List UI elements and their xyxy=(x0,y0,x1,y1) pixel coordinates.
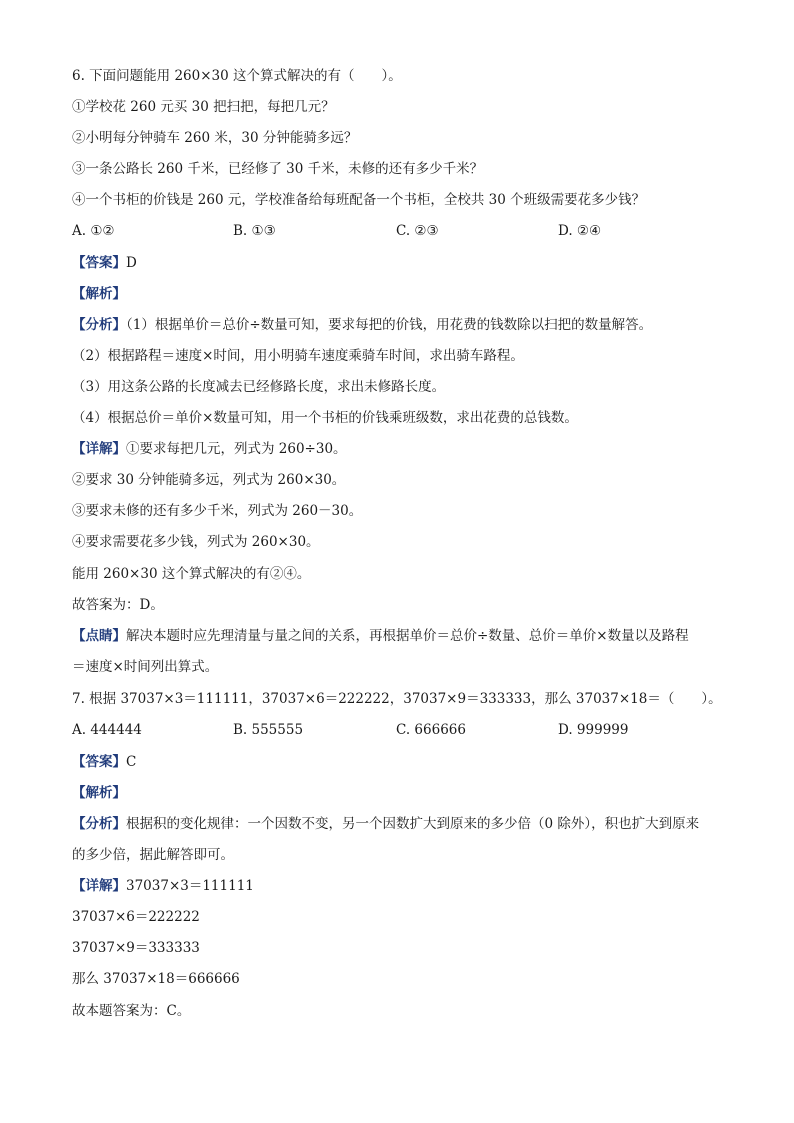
q6-fenxi-line-3: （3）用这条公路的长度减去已经修路长度，求出未修路长度。 xyxy=(72,379,446,395)
q6-option-d: D. ②④ xyxy=(558,223,602,239)
q7-options xyxy=(72,720,732,740)
q6-answer-tag: 【答案】 xyxy=(72,255,126,271)
q7-fenxi-row xyxy=(72,814,699,834)
q6-item-2: ②小明每分钟骑车 260 米，30 分钟能骑多远？ xyxy=(72,130,358,146)
q7-fenxi-line-2: 的多少倍，据此解答即可。 xyxy=(72,847,234,863)
q6-option-a: A. ①② xyxy=(72,223,115,239)
q6-xiangjie-line-6: 故答案为：D。 xyxy=(72,597,164,613)
q6-dianjing-line-2: ＝速度×时间列出算式。 xyxy=(72,659,219,675)
q7-xiangjie-tag: 【详解】 xyxy=(72,878,126,894)
q6-fenxi-row xyxy=(72,315,652,335)
q6-xiangjie-tag: 【详解】 xyxy=(72,441,126,457)
q6-fenxi-line-4: （4）根据总价＝单价×数量可知，用一个书柜的价钱乘班级数，求出花费的总钱数。 xyxy=(72,410,578,426)
q7-option-d: D. 999999 xyxy=(558,722,629,738)
q6-fenxi-line-2: （2）根据路程＝速度×时间，用小明骑车速度乘骑车时间，求出骑车路程。 xyxy=(72,348,524,364)
q6-option-b: B. ①③ xyxy=(233,223,276,239)
q7-xiangjie-line-5: 故本题答案为：C。 xyxy=(72,1003,191,1019)
q6-fenxi-tag: 【分析】 xyxy=(72,317,126,333)
q6-dianjing-line-1: 解决本题时应先理清量与量之间的关系，再根据单价＝总价÷数量、总价＝单价×数量以及路程 xyxy=(126,628,689,644)
q6-dianjing-row xyxy=(72,626,689,646)
q6-item-1: ①学校花 260 元买 30 把扫把，每把几元？ xyxy=(72,99,335,115)
q7-analysis-tag-row xyxy=(72,783,126,803)
q6-xiangjie-line-2: ②要求 30 分钟能骑多远，列式为 260×30。 xyxy=(72,472,346,488)
q6-analysis-tag-row xyxy=(72,284,126,304)
q6-analysis-tag: 【解析】 xyxy=(72,286,126,302)
q6-option-c: C. ②③ xyxy=(396,223,439,239)
q7-answer: C xyxy=(126,754,137,770)
q7-fenxi-line-1: 根据积的变化规律：一个因数不变，另一个因数扩大到原来的多少倍（0 除外），积也扩大到原来 xyxy=(126,816,700,832)
q7-xiangjie-line-3: 37037×9＝333333 xyxy=(72,940,200,956)
q7-analysis-tag: 【解析】 xyxy=(72,785,126,801)
q6-item-3: ③一条公路长 260 千米，已经修了 30 千米，未修的还有多少千米？ xyxy=(72,161,484,177)
q6-answer: D xyxy=(126,255,137,271)
q6-xiangjie-line-4: ④要求需要花多少钱，列式为 260×30。 xyxy=(72,534,320,550)
q7-option-c: C. 666666 xyxy=(396,722,466,738)
q6-dianjing-tag: 【点睛】 xyxy=(72,628,126,644)
q7-option-b: B. 555555 xyxy=(233,722,304,738)
q7-xiangjie-line-1: 37037×3＝111111 xyxy=(126,878,254,894)
q7-fenxi-tag: 【分析】 xyxy=(72,816,126,832)
q6-stem: 6. 下面问题能用 260×30 这个算式解决的有（ ）。 xyxy=(72,68,402,84)
q6-xiangjie-line-1: ①要求每把几元，列式为 260÷30。 xyxy=(126,441,347,457)
q6-fenxi-line-1: （1）根据单价＝总价÷数量可知，要求每把的价钱，用花费的钱数除以扫把的数量解答。 xyxy=(126,317,653,333)
q6-options xyxy=(72,221,732,241)
q6-xiangjie-row xyxy=(72,439,347,459)
q6-xiangjie-line-3: ③要求未修的还有多少千米，列式为 260－30。 xyxy=(72,503,363,519)
q7-xiangjie-line-2: 37037×6＝222222 xyxy=(72,909,200,925)
q7-xiangjie-row xyxy=(72,876,254,896)
q7-xiangjie-line-4: 那么 37037×18＝666666 xyxy=(72,971,240,987)
q6-item-4: ④一个书柜的价钱是 260 元，学校准备给每班配备一个书柜，全校共 30 个班级需要花多少钱？ xyxy=(72,192,646,208)
q7-answer-tag: 【答案】 xyxy=(72,754,126,770)
q7-option-a: A. 444444 xyxy=(72,722,142,738)
q6-answer-row xyxy=(72,253,137,273)
q7-stem: 7. 根据 37037×3＝111111，37037×6＝222222，37037×9＝333333，那么 37037×18＝（ ）。 xyxy=(72,691,722,707)
q7-answer-row xyxy=(72,752,136,772)
q6-xiangjie-line-5: 能用 260×30 这个算式解决的有②④。 xyxy=(72,566,311,582)
